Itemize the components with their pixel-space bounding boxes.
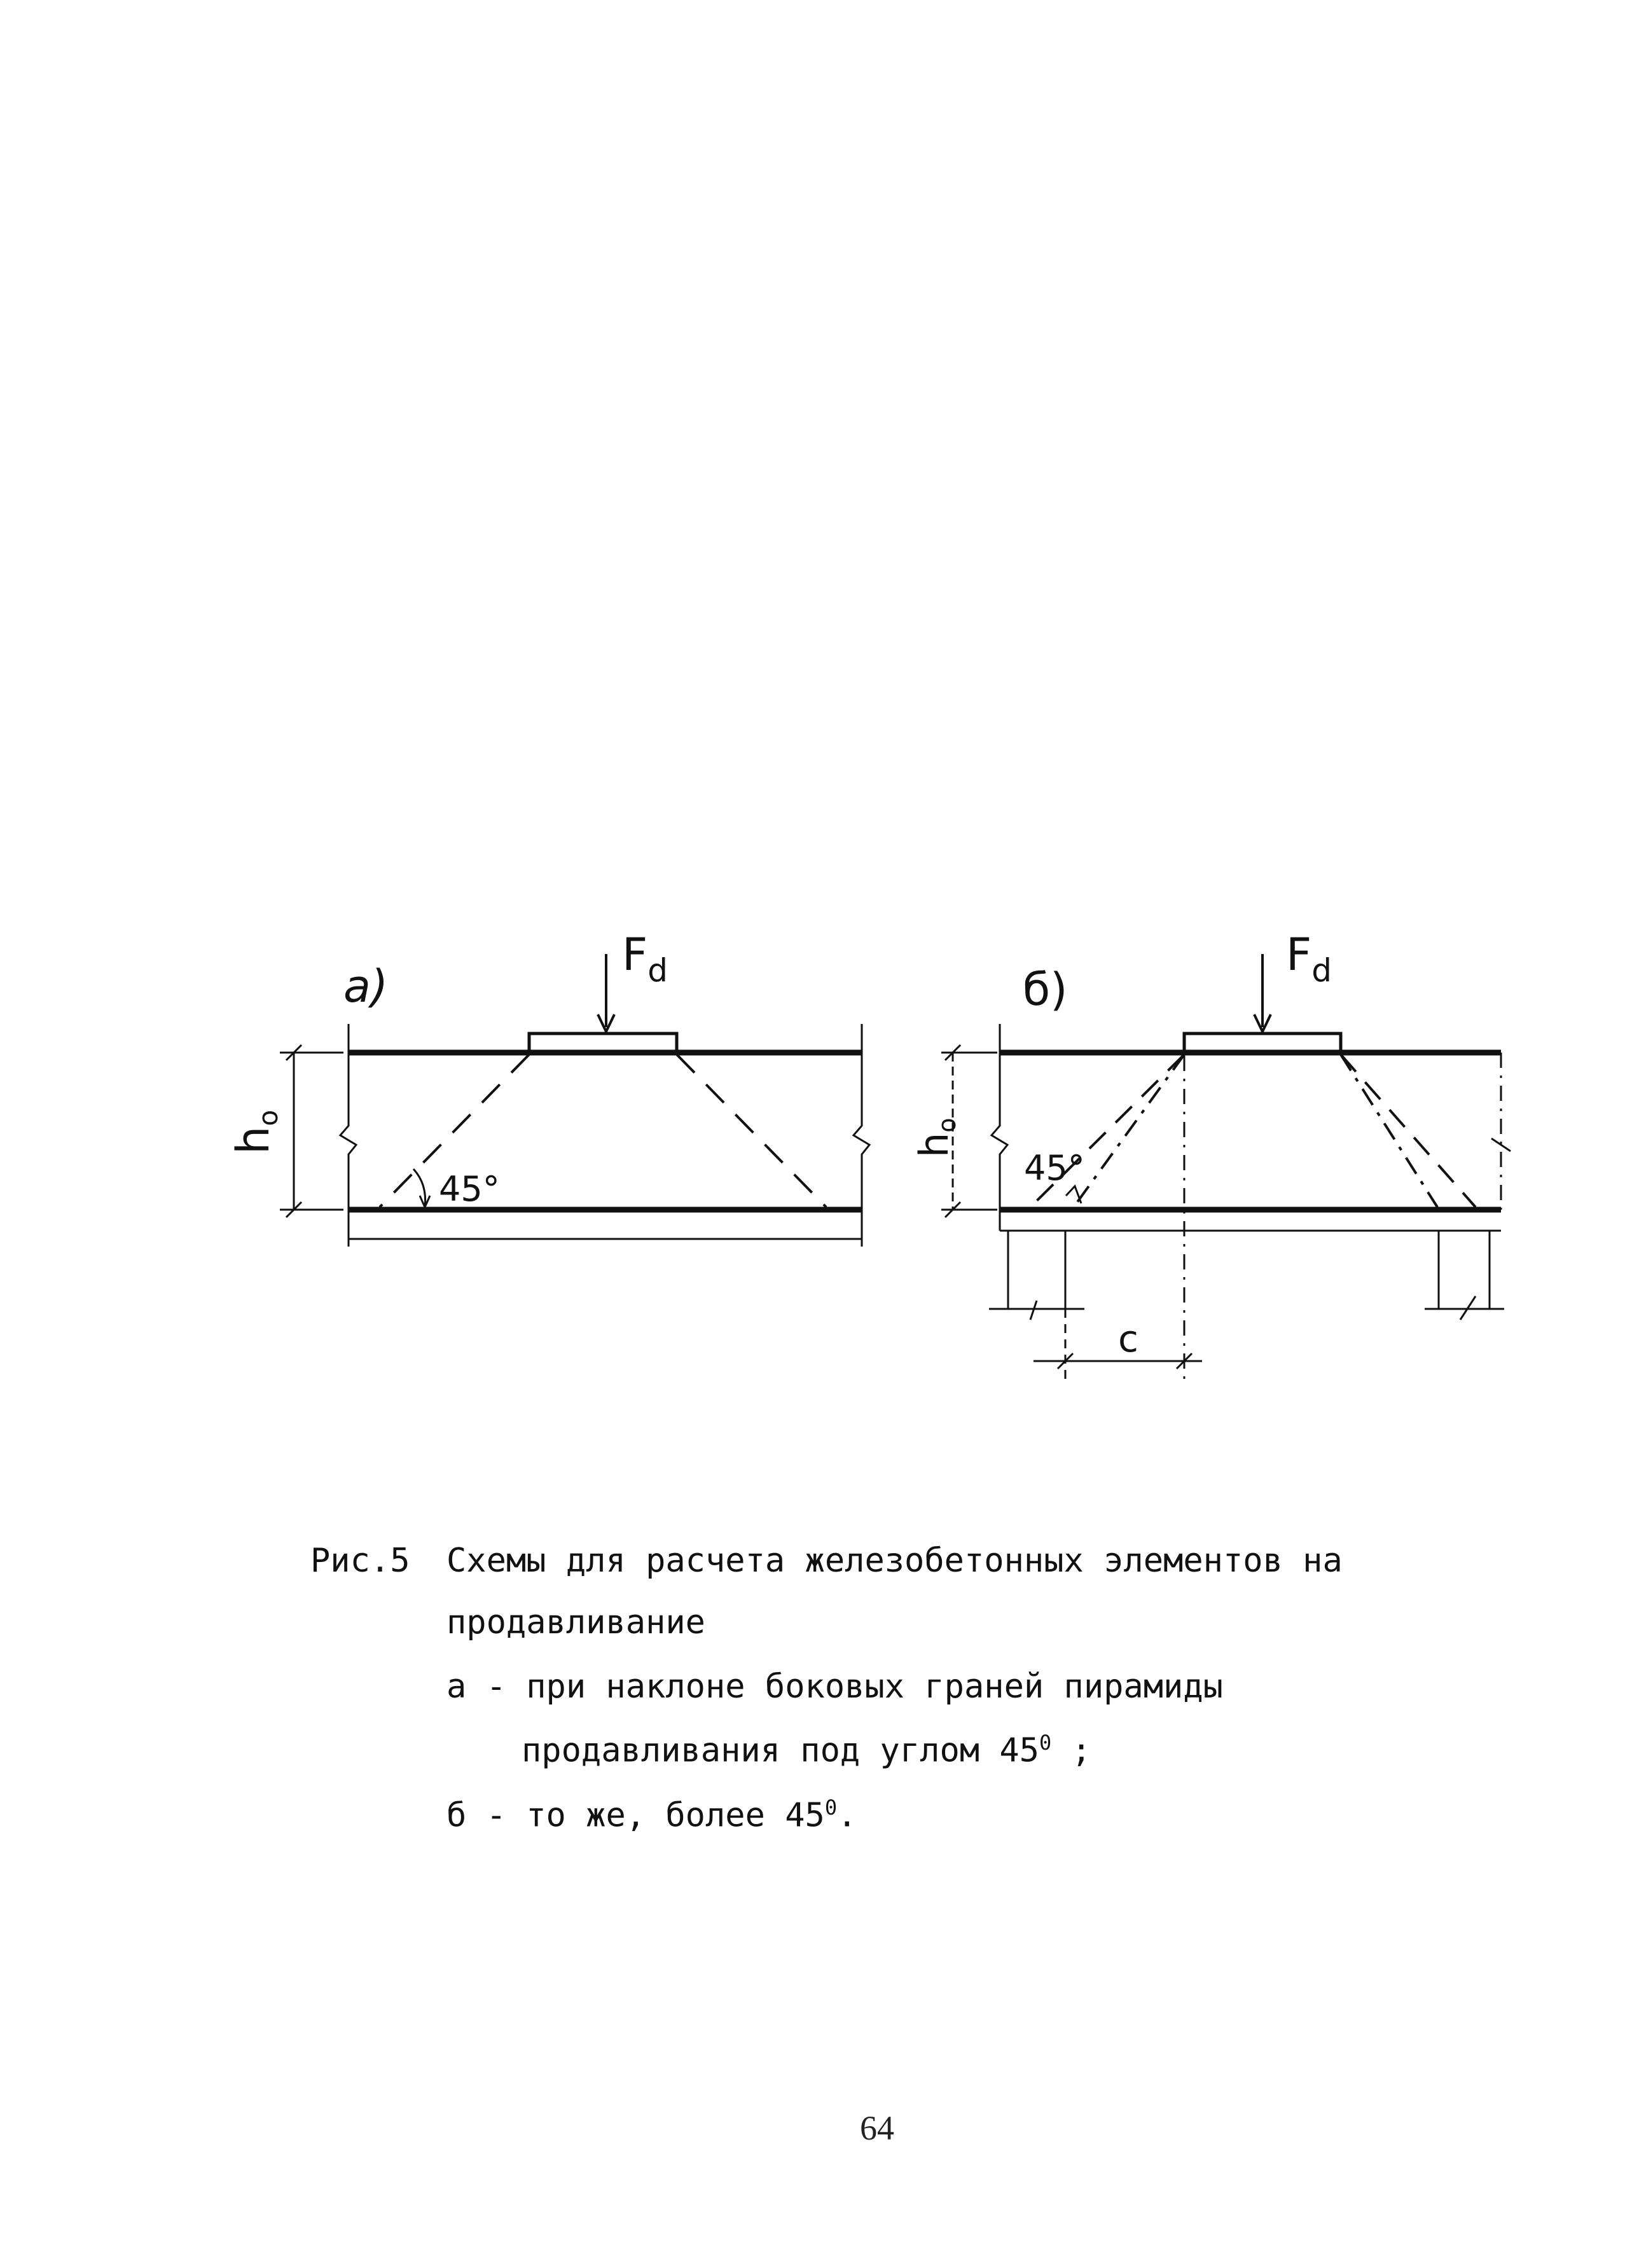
caption-item-b: б - то же, более $45^0$. xyxy=(446,1795,857,1835)
diagram-a-force-label: $F_d$ xyxy=(622,929,668,989)
diagram-a-height-label: $h_o$ xyxy=(227,1109,284,1154)
page-number: 64 xyxy=(860,2109,894,2147)
diagram-b-force-label: $F_d$ xyxy=(1286,929,1332,989)
caption-prefix: Рис.5 xyxy=(310,1542,410,1580)
pyramid-face-right-45 xyxy=(1341,1054,1476,1207)
right-break-line xyxy=(854,1024,869,1247)
caption-item-a-line2: продавливания под углом $45^0$ ; xyxy=(522,1731,1091,1770)
right-break-mark xyxy=(1491,1138,1511,1151)
diagram-b-dim-label: c xyxy=(1118,1317,1138,1360)
caption-item-a-line1: а - при наклоне боковых граней пирамиды xyxy=(446,1668,1223,1706)
diagram-a-angle-label: 45° xyxy=(439,1169,500,1209)
pyramid-face-right xyxy=(677,1054,826,1207)
caption-title-line1: Схемы для расчета железобетонных элементов на xyxy=(446,1542,1343,1580)
caption-title-line2: продавливание xyxy=(446,1603,705,1642)
left-break-line xyxy=(340,1024,356,1247)
diagram-b-label: б) xyxy=(1023,964,1068,1016)
diagram-a-label: а) xyxy=(343,960,389,1013)
diagram-b-height-label: ho xyxy=(911,1117,961,1158)
angle-arc xyxy=(413,1169,425,1207)
support-break xyxy=(1030,1301,1037,1320)
pyramid-face-right-steep xyxy=(1341,1054,1437,1207)
pyramid-face-left-steep xyxy=(1074,1054,1184,1207)
diagram-b-angle-label: 45° xyxy=(1024,1148,1085,1188)
